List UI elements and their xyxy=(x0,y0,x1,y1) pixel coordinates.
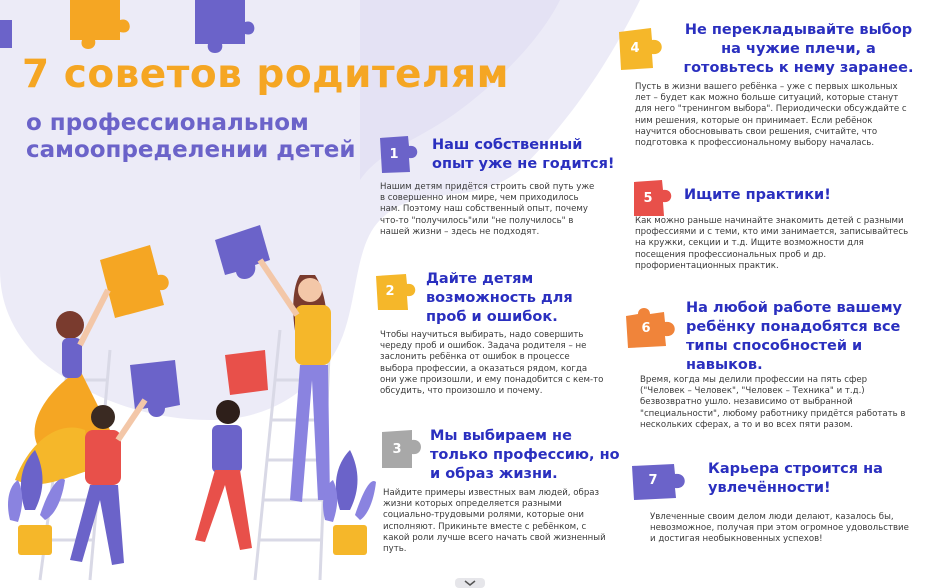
puzzle-piece-icon xyxy=(215,225,270,279)
page-title: 7 советов родителям xyxy=(22,52,509,97)
page-subtitle: о профессиональном самоопределении детей xyxy=(26,110,356,163)
tip-heading: Карьера строится на увлечённости! xyxy=(708,461,883,496)
puzzle-number-1: 1 xyxy=(378,134,424,174)
tip-heading: На любой работе вашему ребёнку понадобятся все типы способностей и навыков. xyxy=(686,300,903,373)
tip-heading: Ищите практики! xyxy=(684,187,831,203)
puzzle-number-5: 5 xyxy=(632,178,678,218)
puzzle-piece-icon xyxy=(195,0,254,53)
people-puzzle-illustration xyxy=(0,180,380,588)
puzzle-piece-icon xyxy=(0,20,12,48)
tip-heading: Дайте детям возможность для проб и ошибок. xyxy=(426,271,573,325)
puzzle-piece-icon xyxy=(100,245,169,318)
tip-text: Увлеченные своим делом люди делают, казалось бы, невозможное, получая при этом огромное удовольствие и достигая необыкновенных успехов! xyxy=(650,512,909,545)
puzzle-piece-icon xyxy=(225,350,268,395)
tip-heading: Не перекладывайте выбор на чужие плечи, а готовьтесь к нему заранее. xyxy=(683,22,914,76)
tip-text: Чтобы научиться выбирать, надо совершить череду проб и ошибок. Задача родителя – не заслонить ребёнка от ошибок в процессе выбора профессии, а оказаться рядом, когда они уже произошли, и ему понадобится с кем-то обсудить, что произошло и почему. xyxy=(380,330,604,397)
tip-text: Найдите примеры известных вам людей, образ жизни которых определяется разными социально-трудовыми ролями, которые они исполняют. Прикиньте вместе с ребёнком, с какой роли лучше всего начать свой жизненный путь. xyxy=(383,488,606,555)
puzzle-number-4: 4 xyxy=(615,24,667,72)
puzzle-piece-icon xyxy=(70,0,130,49)
tip-text: Нашим детям придётся строить свой путь уже в совершенно ином мире, чем приходилось нам. Поэтому наш собственный опыт, почему что-то "получилось"или "не получилось" в нашей жизни – здесь не подходят. xyxy=(380,182,595,237)
tip-text: Время, когда мы делили профессии на пять сфер ("Человек – Человек", "Человек – Техника" и т.д.) безвозвратно ушло. независимо от выбранной "специальности", любому работнику придётся работать в нескольких сферах, а то и во всех пяти разом. xyxy=(640,375,906,430)
puzzle-number-7: 7 xyxy=(628,458,694,502)
tip-heading: Наш собственный опыт уже не годится! xyxy=(432,137,615,172)
tip-text: Как можно раньше начинайте знакомить детей с разными профессиями и с теми, кто ими занимается, записывайтесь на кружки, секции и т.д. Ищите возможности для посещения профессиональных проб и др. профориентационных практик. xyxy=(635,216,909,271)
puzzle-number-3: 3 xyxy=(380,428,428,470)
girl-figure xyxy=(195,400,252,550)
tip-heading: Мы выбираем не только профессию, но и образ жизни. xyxy=(430,428,620,482)
puzzle-number-6: 6 xyxy=(622,306,682,350)
tip-text: Пусть в жизни вашего ребёнка – уже с первых школьных лет – будет как можно больше ситуаций, которые станут для него "тренингом выбора". Периодически обсуждайте с ним решения, которые он принимает. Если ребёнок научится обосновывать свои решения, считайте, что подготовка к профессиональному выбору началась. xyxy=(635,82,907,149)
puzzle-number-2: 2 xyxy=(372,270,422,312)
chevron-down-icon[interactable] xyxy=(455,578,485,588)
plant-icon xyxy=(323,450,376,555)
